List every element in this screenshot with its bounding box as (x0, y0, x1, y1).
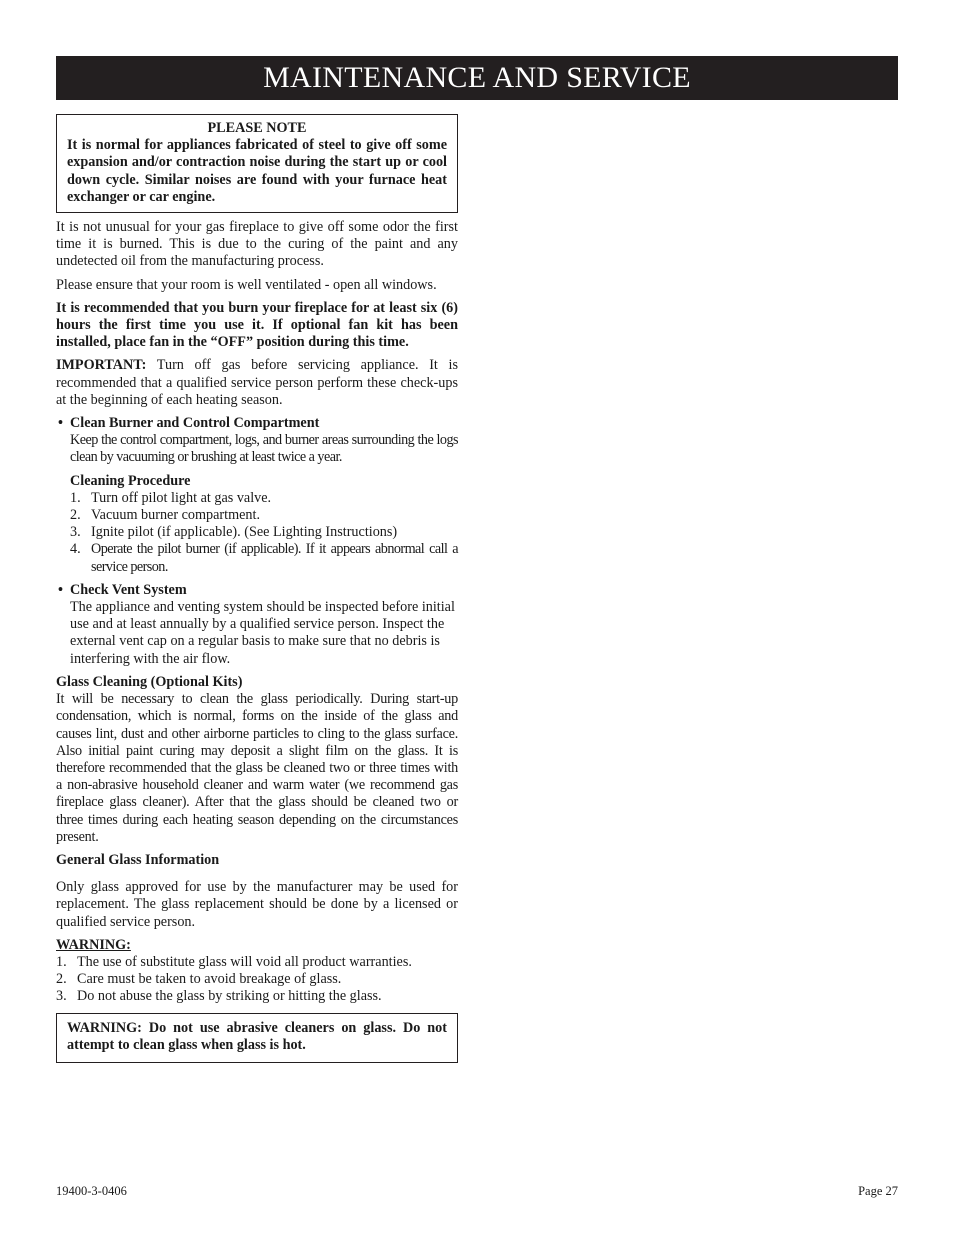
please-note-text: It is normal for appliances fabricated of steel to give off some expansion and/or contraction noise during the start up or cool down cycle. Similar noises are found with your furnace heat exchanger or car engine. (67, 137, 447, 205)
cleaning-procedure-title: Cleaning Procedure (70, 472, 191, 489)
list-number: 3. (56, 988, 67, 1005)
list-number: 2. (56, 971, 67, 988)
list-text: Do not abuse the glass by striking or hitting the glass. (77, 988, 382, 1005)
warning-box (56, 1013, 458, 1063)
important-label: IMPORTANT: (56, 357, 147, 374)
list-item (56, 490, 458, 507)
vent-text: The appliance and venting system should be inspected before initial use and at least annually by a qualified service person. Inspect the external vent cap on a regular basis to make sure that no debris is interfering with the air flow. (70, 599, 455, 667)
cleaning-steps-list (56, 490, 458, 576)
list-item (56, 988, 458, 1005)
warning-list (56, 954, 458, 1006)
list-item (56, 541, 458, 575)
important-text: Turn off gas before servicing appliance. It is recommended that a qualified service person perform these check-ups at the beginning of each heating season. (56, 357, 458, 408)
list-number: 3. (70, 524, 81, 541)
glass-cleaning-text: It will be necessary to clean the glass periodically. During start-up condensation, which is normal, forms on the inside of the glass and causes lint, dust and other airborne particles to cling to the glass surface. Also initial paint curing may deposit a slight film on the glass. It is therefore recommended that the glass be cleaned two or three times with a non-abrasive household cleaner and warm water (we recommend gas fireplace glass cleaner). After that the glass should be cleaned two or three times during each heating season depending on the circumstances present. (56, 691, 458, 845)
warning-box-text: WARNING: Do not use abrasive cleaners on glass. Do not attempt to clean glass when glass is hot. (67, 1019, 447, 1053)
list-number: 1. (56, 953, 67, 970)
warning-label: WARNING: (56, 936, 131, 953)
list-item (56, 524, 458, 541)
list-text: The use of substitute glass will void all product warranties. (77, 953, 412, 970)
please-note-title: PLEASE NOTE (207, 120, 307, 136)
burner-text: Keep the control compartment, logs, and burner areas surrounding the logs clean by vacuuming or brushing at least twice a year. (70, 432, 458, 466)
list-number: 1. (70, 489, 81, 506)
page-number: Page 27 (858, 1184, 898, 1198)
content-column (56, 114, 458, 1063)
list-text: Ignite pilot (if applicable). (See Lighting Instructions) (91, 524, 398, 541)
list-text: Operate the pilot burner (if applicable). If it appears abnormal call a service person. (91, 541, 458, 575)
list-number: 2. (70, 507, 81, 524)
odor-paragraph: It is not unusual for your gas fireplace to give off some odor the first time it is burned. This is due to the curing of the paint and any undetected oil from the manufacturing process. (56, 219, 458, 270)
vent-section (56, 582, 458, 668)
bullet-dot: • (58, 581, 63, 598)
glass-info-text: Only glass approved for use by the manufacturer may be used for replacement. The glass replacement should be done by a licensed or qualified service person. (56, 879, 458, 930)
list-text: Turn off pilot light at gas valve. (91, 489, 272, 506)
glass-cleaning-title: Glass Cleaning (Optional Kits) (56, 673, 243, 690)
please-note-box (56, 114, 458, 213)
list-number: 4. (70, 541, 81, 558)
document-number: 19400-3-0406 (56, 1184, 127, 1198)
list-text: Care must be taken to avoid breakage of glass. (77, 971, 342, 988)
vent-title: Check Vent System (70, 581, 187, 598)
list-item (56, 507, 458, 524)
section-title: MAINTENANCE AND SERVICE (263, 61, 691, 94)
list-item (56, 954, 458, 971)
list-text: Vacuum burner compartment. (91, 507, 261, 524)
burner-title: Clean Burner and Control Compartment (70, 415, 320, 432)
bullet-dot: • (58, 415, 63, 432)
list-item (56, 971, 458, 988)
ventilate-paragraph: Please ensure that your room is well ventilated - open all windows. (56, 276, 437, 293)
glass-info-title: General Glass Information (56, 851, 220, 868)
burner-section (56, 415, 458, 490)
important-paragraph (56, 357, 458, 409)
burn-hours-paragraph: It is recommended that you burn your fireplace for at least six (6) hours the first time you use it. If optional fan kit has been installed, place fan in the “OFF” position during this time. (56, 299, 458, 351)
section-header (56, 56, 898, 100)
